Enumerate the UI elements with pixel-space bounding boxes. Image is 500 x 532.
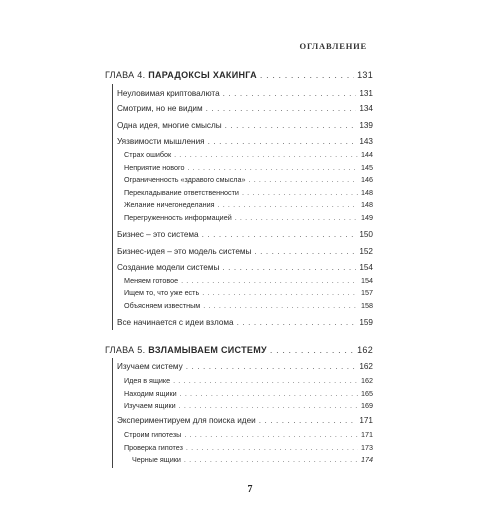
entry-title: Объясняем известным	[124, 301, 201, 310]
entry-page-number: 150	[359, 230, 373, 239]
entry-page-number: 131	[357, 70, 373, 80]
toc-entry	[117, 247, 373, 256]
dot-leader	[202, 230, 357, 239]
chapter-rule	[112, 84, 113, 330]
entry-title: Экспериментируем для поиска идеи	[117, 416, 256, 425]
toc-entry	[124, 200, 373, 209]
entry-page-number: 148	[361, 200, 373, 209]
entry-page-number: 134	[359, 104, 373, 113]
toc-entry	[124, 213, 373, 222]
entry-title: Ограниченность «здравого смысла»	[124, 175, 246, 184]
entry-page-number: 162	[359, 362, 373, 371]
entry-title: Одна идея, многие смыслы	[117, 121, 222, 130]
entry-title: Ищем то, что уже есть	[124, 288, 200, 297]
entry-title: Неприятие нового	[124, 163, 185, 172]
dot-leader	[186, 443, 358, 452]
entry-page-number: 146	[361, 175, 373, 184]
dot-leader	[260, 70, 354, 80]
dot-leader	[270, 345, 354, 355]
dot-leader	[203, 301, 358, 310]
entry-title: Находим ящики	[124, 389, 177, 398]
entry-title: Создание модели системы	[117, 263, 220, 272]
toc-entry	[117, 362, 373, 371]
dot-leader	[206, 104, 357, 113]
entry-title: Уязвимости мышления	[117, 137, 205, 146]
entry-title: ВЗЛАМЫВАЕМ СИСТЕМУ	[148, 345, 267, 355]
toc-entry	[124, 389, 373, 398]
entry-title: Меняем готовое	[124, 276, 179, 285]
dot-leader	[218, 200, 359, 209]
dot-leader	[225, 121, 357, 130]
entry-page-number: 144	[361, 150, 373, 159]
chapter-rule	[112, 358, 113, 468]
toc-entry	[117, 263, 373, 272]
toc-entry	[124, 276, 373, 285]
dot-leader	[181, 276, 358, 285]
entry-title: Перекладывание ответственности	[124, 188, 239, 197]
toc-entry	[124, 150, 373, 159]
entry-page-number: 131	[359, 89, 373, 98]
dot-leader	[202, 288, 358, 297]
entry-page-number: 143	[359, 137, 373, 146]
entry-title: Бизнес – это система	[117, 230, 199, 239]
dot-leader	[179, 401, 358, 410]
chapter-label: ГЛАВА 5.	[105, 345, 149, 355]
dot-leader	[222, 263, 356, 272]
dot-leader	[237, 318, 357, 327]
entry-page-number: 154	[361, 276, 373, 285]
entry-page-number: 158	[361, 301, 373, 310]
dot-leader	[184, 430, 358, 439]
entry-page-number: 162	[357, 345, 373, 355]
toc-entry	[124, 430, 373, 439]
running-header: ОГЛАВЛЕНИЕ	[299, 41, 367, 51]
dot-leader	[235, 213, 358, 222]
dot-leader	[174, 150, 358, 159]
entry-title: Проверка гипотез	[124, 443, 183, 452]
entry-page-number: 171	[361, 430, 373, 439]
toc-entry	[124, 175, 373, 184]
entry-page-number: 162	[361, 376, 373, 385]
entry-title: Бизнес-идея – это модель системы	[117, 247, 252, 256]
entry-title: Перегруженность информацией	[124, 213, 232, 222]
dot-leader	[254, 247, 356, 256]
toc-entry	[117, 121, 373, 130]
toc-entry	[117, 137, 373, 146]
toc-entry	[117, 230, 373, 239]
entry-title: Изучаем ящики	[124, 401, 176, 410]
entry-page-number: 159	[359, 318, 373, 327]
entry-page-number: 149	[361, 213, 373, 222]
toc-entry	[117, 104, 373, 113]
toc-entry	[124, 288, 373, 297]
entry-page-number: 173	[361, 443, 373, 452]
dot-leader	[208, 137, 357, 146]
entry-page-number: 154	[359, 263, 373, 272]
entry-page-number: 165	[361, 389, 373, 398]
dot-leader	[173, 376, 358, 385]
dot-leader	[186, 362, 357, 371]
entry-page-number: 174	[361, 455, 373, 464]
toc-entry	[124, 443, 373, 452]
entry-title: Строим гипотезы	[124, 430, 182, 439]
toc-entry	[124, 301, 373, 310]
toc-entry	[117, 416, 373, 425]
toc-entry	[124, 163, 373, 172]
dot-leader	[223, 89, 357, 98]
entry-page-number: 169	[361, 401, 373, 410]
entry-page-number: 139	[359, 121, 373, 130]
entry-page-number: 148	[361, 188, 373, 197]
chapter-entry	[105, 70, 373, 80]
toc-entry	[124, 188, 373, 197]
dot-leader	[259, 416, 357, 425]
dot-leader	[249, 175, 359, 184]
entry-title: Изучаем систему	[117, 362, 183, 371]
toc-entry	[117, 89, 373, 98]
dot-leader	[184, 455, 358, 464]
dot-leader	[242, 188, 358, 197]
chapter-label: ГЛАВА 4.	[105, 70, 149, 80]
toc-entry	[124, 401, 373, 410]
dot-leader	[180, 389, 358, 398]
entry-title: Неуловимая криптовалюта	[117, 89, 220, 98]
entry-title: Черные ящики	[132, 455, 181, 464]
entry-page-number: 171	[359, 416, 373, 425]
entry-page-number: 145	[361, 163, 373, 172]
toc-entry	[132, 455, 373, 464]
chapter-entry	[105, 345, 373, 355]
page-number: 7	[247, 484, 253, 495]
entry-title: ПАРАДОКСЫ ХАКИНГА	[148, 70, 257, 80]
entry-page-number: 157	[361, 288, 373, 297]
entry-title: Все начинается с идеи взлома	[117, 318, 234, 327]
toc-entry	[124, 376, 373, 385]
dot-leader	[187, 163, 358, 172]
entry-title: Идея в ящике	[124, 376, 171, 385]
entry-title: Страх ошибок	[124, 150, 172, 159]
entry-page-number: 152	[359, 247, 373, 256]
entry-title: Желание ничегонеделания	[124, 200, 215, 209]
entry-title: Смотрим, но не видим	[117, 104, 203, 113]
toc-entry	[117, 318, 373, 327]
